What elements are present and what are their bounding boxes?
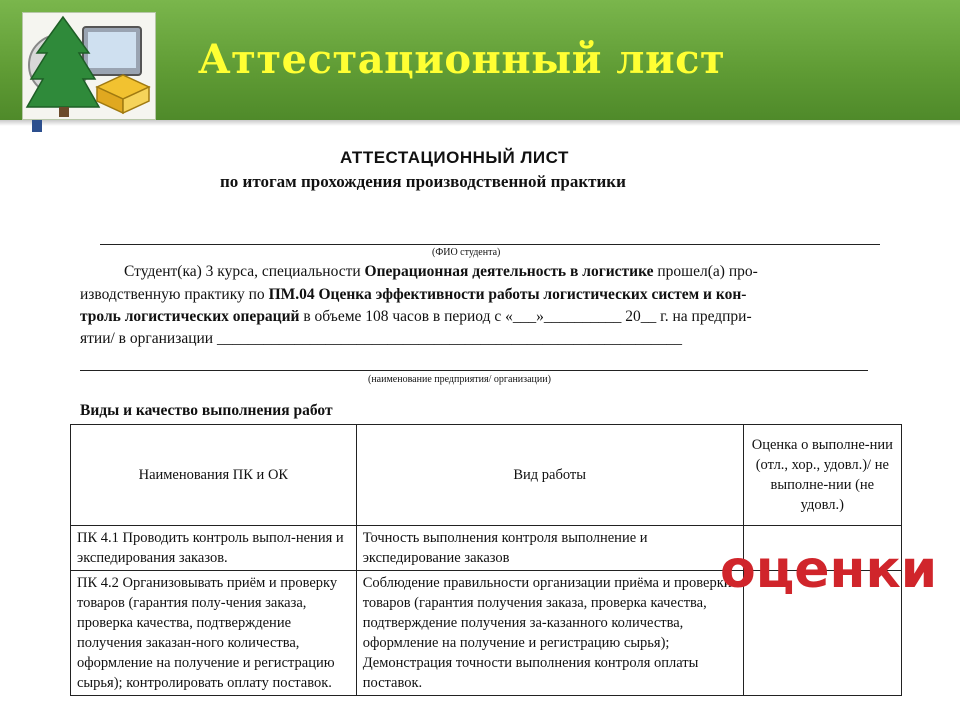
- table-header-row: [71, 425, 902, 526]
- fio-line: [100, 244, 880, 245]
- paragraph-line-2: изводственную практику по ПМ.04 Оценка эффективности работы логистических систем и кон-: [80, 286, 747, 303]
- row-competency: ПК 4.1 Проводить контроль выпол-нения и экспедирования заказов.: [71, 526, 357, 571]
- slide-title: Аттестационный лист: [198, 36, 726, 83]
- paragraph-line-1: Студент(ка) 3 курса, специальности Операционная деятельность в логистике прошел(а) про-: [124, 263, 758, 280]
- grades-overlay-label: оценки: [720, 540, 938, 600]
- header-work-type: Вид работы: [356, 425, 743, 526]
- paragraph-line-4: ятии/ в организации ____________________________________________________________: [80, 330, 682, 347]
- paragraph-line-3: троль логистических операций в объеме 108 часов в период с «___»__________ 20__ г. на предпри-: [80, 308, 752, 325]
- row-competency: ПК 4.2 Организовывать приём и проверку товаров (гарантия полу-чения заказа, проверка качества, подтверждение получения заказан-ного количества, оформление на получение и регистрацию сырья); контролировать оплату поставок.: [71, 571, 357, 696]
- header-competency: Наименования ПК и ОК: [71, 425, 357, 526]
- works-heading: Виды и качество выполнения работ: [80, 402, 333, 419]
- organization-line: [80, 370, 868, 371]
- header-grade: Оценка о выполне-нии (отл., хор., удовл.)/ не выполне-нии (не удовл.): [743, 425, 901, 526]
- fio-caption: (ФИО студента): [432, 247, 501, 258]
- document-subtitle: по итогам прохождения производственной практики: [220, 172, 626, 191]
- organization-caption: (наименование предприятия/ организации): [368, 374, 551, 385]
- row-work-type: Точность выполнения контроля выполнение и экспедирование заказов: [356, 526, 743, 571]
- row-work-type: Соблюдение правильности организации приёма и проверки товаров (гарантия получения заказа, проверка качества, подтверждение получения за-казанного количества, оформление на получение и регистрацию сырья); Демонстрация точности выполнения контроля оплаты поставок.: [356, 571, 743, 696]
- document-title: АТТЕСТАЦИОННЫЙ ЛИСТ: [340, 148, 569, 167]
